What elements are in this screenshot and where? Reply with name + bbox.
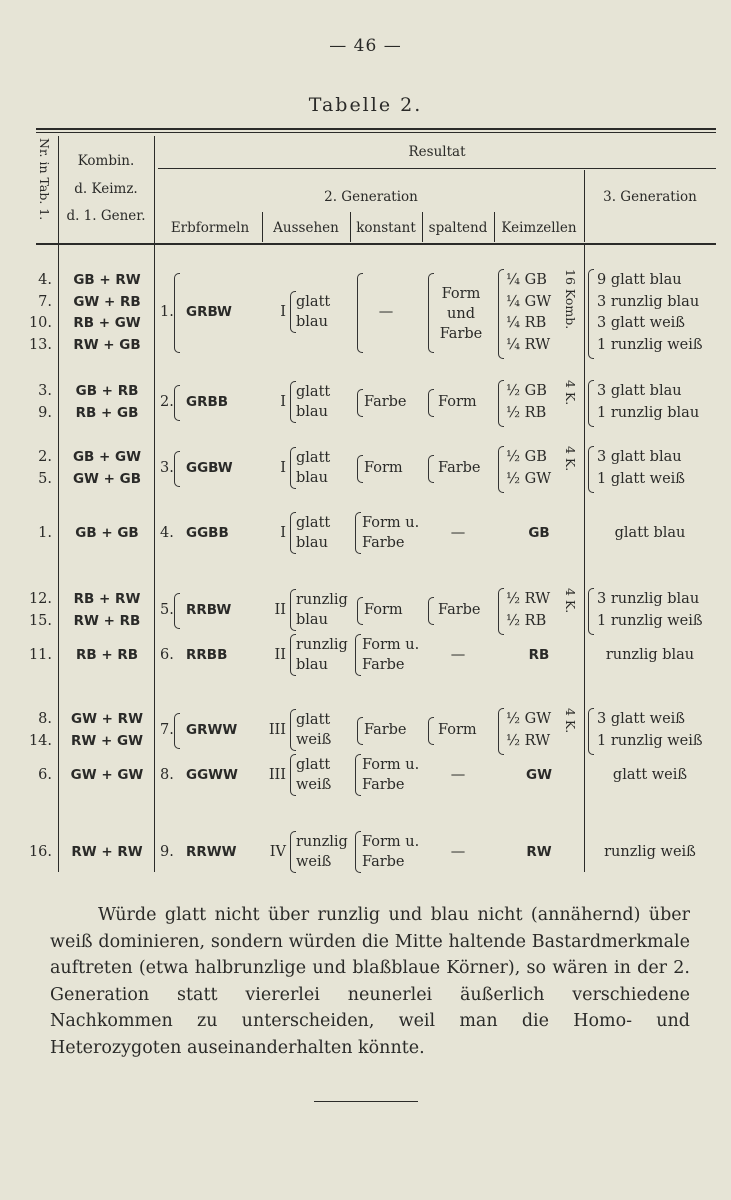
- nr-cell: 7.: [38, 293, 52, 310]
- appearance-line-2: blau: [296, 535, 328, 551]
- constant-line-1: Form u.: [362, 757, 420, 773]
- gamete-cell: ¼ GB: [506, 272, 547, 288]
- splitting-brace: [428, 455, 434, 483]
- gamete-cell: GB: [528, 525, 550, 541]
- nr-cell: 8.: [38, 711, 52, 727]
- constant-brace: [355, 831, 361, 873]
- splitting-cell: —: [450, 767, 466, 783]
- table-top-rule-thin: [36, 132, 716, 133]
- combination-cell: RB + GB: [75, 404, 139, 421]
- table-title: Tabelle 2.: [308, 94, 423, 116]
- appearance-numeral: II: [274, 601, 286, 618]
- gamete-brace: [498, 588, 504, 635]
- appearance-numeral: I: [280, 393, 286, 410]
- gen3-cell: glatt weiß: [612, 767, 688, 783]
- combination-cell: RB + RW: [73, 591, 141, 607]
- bottom-rule: [314, 1101, 418, 1102]
- header-nr: Nr. in Tab. 1.: [37, 138, 52, 221]
- formula-brace: [174, 593, 180, 629]
- gamete-cell: ½ GW: [506, 470, 552, 487]
- nr-cell: 6.: [38, 767, 52, 783]
- formula-cell: RRWW: [186, 844, 237, 860]
- combination-cell: GW + RB: [73, 293, 141, 310]
- appearance-line-1: glatt: [296, 449, 331, 466]
- nr-cell: 13.: [28, 336, 52, 353]
- gen3-cell: 3 runzlig blau: [597, 293, 700, 310]
- formula-number: 6.: [160, 647, 174, 663]
- gamete-brace: [498, 380, 504, 427]
- nr-cell: 1.: [38, 525, 52, 541]
- constant-cell: Form: [364, 459, 403, 476]
- formula-brace: [174, 451, 180, 487]
- appearance-line-2: weiß: [296, 777, 332, 793]
- appearance-numeral: I: [280, 525, 286, 541]
- header-gen2: 2. Generation: [324, 189, 418, 205]
- appearance-line-1: runzlig: [296, 591, 348, 608]
- nr-cell: 15.: [28, 612, 52, 629]
- appearance-line-1: glatt: [296, 757, 331, 773]
- gen3-brace: [588, 269, 594, 359]
- appearance-line-1: glatt: [296, 294, 331, 311]
- constant-cell: Form: [364, 601, 403, 618]
- appearance-line-2: weiß: [296, 731, 332, 748]
- splitting-cell: —: [450, 647, 466, 663]
- appearance-line-2: weiß: [296, 854, 332, 870]
- body-paragraph: [50, 902, 690, 1061]
- appearance-numeral: III: [268, 767, 286, 783]
- formula-number: 7.: [160, 721, 174, 738]
- constant-cell: —: [378, 304, 394, 321]
- formula-number: 3.: [160, 459, 174, 476]
- combination-cell: GB + RW: [73, 272, 141, 288]
- formula-number: 5.: [160, 601, 174, 618]
- gamete-brace: [498, 708, 504, 755]
- constant-brace: [357, 389, 363, 417]
- formula-cell: GRWW: [186, 721, 238, 738]
- gamete-cell: RW: [526, 844, 552, 860]
- appearance-numeral: I: [280, 304, 286, 321]
- combination-cell: RB + GW: [73, 315, 141, 331]
- formula-number: 9.: [160, 844, 174, 860]
- nr-cell: 3.: [38, 383, 52, 399]
- gamete-combination-note: 4 K.: [563, 446, 578, 472]
- combination-cell: GW + GB: [72, 470, 142, 487]
- splitting-cell: Farbe: [438, 601, 481, 618]
- table-top-rule: [36, 128, 716, 130]
- formula-cell: GRBW: [186, 304, 232, 321]
- formula-cell: GGBW: [186, 459, 233, 476]
- appearance-line-2: blau: [296, 403, 328, 420]
- formula-cell: RRBB: [186, 647, 228, 663]
- col-rule-combo: [154, 136, 155, 872]
- gen3-cell: 1 runzlig weiß: [597, 612, 703, 629]
- gen3-brace: [588, 588, 594, 635]
- paragraph-text: Würde glatt nicht über runzlig und blau nicht (annähernd) über weiß dominieren, sondern würden die Mitte haltende Bastardmerkmale auftreten (etwa halbrunzlige und blaßblaue Körner), so wären in der 2. Generation statt viererlei neunerlei äußerlich verschiedene Nachkommen zu unterscheiden, weil man die Homo- und Heterozygoten auseinanderhalten könnte.: [50, 905, 690, 1058]
- header-bottom-rule: [36, 243, 716, 245]
- col-rule-nr: [58, 136, 59, 872]
- nr-cell: 2.: [38, 449, 52, 465]
- constant-brace: [355, 512, 361, 554]
- constant-brace: [355, 634, 361, 676]
- combination-cell: GB + GW: [72, 449, 142, 465]
- nr-cell: 9.: [38, 404, 52, 421]
- gamete-cell: ¼ RW: [506, 336, 551, 353]
- constant-line-1: Form u.: [362, 515, 420, 531]
- gen3-brace: [588, 708, 594, 755]
- gen3-cell: 3 glatt weiß: [597, 315, 685, 331]
- header-kombin: Kombin.: [77, 153, 135, 169]
- appearance-numeral: I: [280, 459, 286, 476]
- nr-cell: 5.: [38, 470, 52, 487]
- nr-cell: 10.: [28, 315, 52, 331]
- combination-cell: GW + GW: [70, 767, 144, 783]
- col-rule-gen3-head: [584, 170, 585, 242]
- combination-cell: GW + RW: [71, 711, 143, 727]
- splitting-brace: [428, 389, 434, 417]
- nr-cell: 16.: [28, 844, 52, 860]
- formula-brace: [174, 273, 180, 353]
- formula-brace: [174, 713, 180, 749]
- gen3-cell: 9 glatt blau: [597, 272, 682, 288]
- gamete-brace: [498, 446, 504, 493]
- splitting-cell: Form: [438, 393, 477, 410]
- nr-cell: 11.: [28, 647, 52, 663]
- header-aussehen: Aussehen: [273, 220, 339, 236]
- gamete-cell: ½ GB: [506, 449, 547, 465]
- gen3-cell: glatt blau: [614, 525, 686, 541]
- gamete-cell: ½ RW: [506, 591, 551, 607]
- splitting-cell: Farbe: [438, 459, 481, 476]
- combination-cell: RW + RB: [73, 612, 141, 629]
- gamete-cell: ½ RB: [506, 612, 547, 629]
- nr-cell: 4.: [38, 272, 52, 288]
- combination-cell: RB + RB: [75, 647, 139, 663]
- header-keimzellen: Keimzellen: [501, 220, 577, 236]
- gen3-cell: 1 runzlig blau: [597, 404, 700, 421]
- constant-line-2: Farbe: [362, 535, 405, 551]
- gen3-cell: 1 glatt weiß: [597, 470, 685, 487]
- gamete-brace: [498, 269, 504, 359]
- appearance-line-2: blau: [296, 314, 328, 331]
- formula-cell: GGWW: [186, 767, 238, 783]
- combination-cell: RW + GB: [73, 336, 141, 353]
- constant-line-2: Farbe: [362, 777, 405, 793]
- appearance-line-1: runzlig: [296, 834, 348, 850]
- gen3-cell: 3 glatt blau: [597, 383, 682, 399]
- gamete-cell: ½ GW: [506, 711, 552, 727]
- splitting-cell: —: [450, 525, 466, 541]
- appearance-line-1: glatt: [296, 515, 331, 531]
- gamete-combination-note: 4 K.: [563, 380, 578, 406]
- gamete-combination-note: 4 K.: [563, 588, 578, 614]
- nr-cell: 12.: [28, 591, 52, 607]
- gamete-cell: RB: [528, 647, 550, 663]
- splitting-brace: [428, 717, 434, 745]
- gamete-cell: ¼ GW: [506, 293, 552, 310]
- gen3-cell: runzlig blau: [605, 647, 695, 663]
- appearance-line-1: runzlig: [296, 637, 348, 653]
- appearance-numeral: II: [274, 647, 286, 663]
- formula-number: 2.: [160, 393, 174, 410]
- appearance-line-2: blau: [296, 469, 328, 486]
- appearance-line-2: blau: [296, 657, 328, 673]
- combination-cell: GB + GB: [75, 525, 139, 541]
- formula-cell: RRBW: [186, 601, 232, 618]
- appearance-line-2: blau: [296, 611, 328, 628]
- gamete-cell: ½ GB: [506, 383, 547, 399]
- splitting-cell: Form: [438, 721, 477, 738]
- constant-brace: [357, 455, 363, 483]
- splitting-line: Form: [441, 286, 481, 303]
- formula-cell: GRBB: [186, 393, 229, 410]
- gamete-cell: GW: [526, 767, 552, 783]
- header-gen3: 3. Generation: [603, 189, 697, 205]
- appearance-numeral: IV: [269, 844, 286, 860]
- formula-number: 8.: [160, 767, 174, 783]
- appearance-numeral: III: [268, 721, 286, 738]
- constant-line-1: Form u.: [362, 834, 420, 850]
- header-keimz: d. Keimz.: [74, 181, 138, 197]
- constant-brace: [357, 597, 363, 625]
- gen3-brace: [588, 446, 594, 493]
- constant-cell: Farbe: [364, 721, 407, 738]
- formula-brace: [174, 385, 180, 421]
- header-spaltend: spaltend: [428, 220, 488, 236]
- header-gener: d. 1. Gener.: [66, 208, 146, 224]
- gamete-cell: ½ RB: [506, 404, 547, 421]
- gen3-cell: 3 glatt weiß: [597, 711, 685, 727]
- gamete-cell: ½ RW: [506, 732, 551, 749]
- constant-cell: Farbe: [364, 393, 407, 410]
- splitting-line: und: [447, 306, 475, 323]
- constant-line-2: Farbe: [362, 854, 405, 870]
- header-resultat: Resultat: [408, 144, 466, 160]
- gen3-cell: runzlig weiß: [604, 844, 696, 860]
- constant-brace: [357, 717, 363, 745]
- gen3-brace: [588, 380, 594, 427]
- combination-cell: GB + RB: [75, 383, 139, 399]
- appearance-line-1: glatt: [296, 383, 331, 400]
- gamete-combination-note: 4 K.: [563, 708, 578, 734]
- page-number: — 46 —: [329, 36, 402, 56]
- gen3-cell: 3 runzlig blau: [597, 591, 700, 607]
- formula-cell: GGBB: [186, 525, 229, 541]
- resultat-rule: [158, 168, 716, 169]
- gamete-cell: ¼ RB: [506, 315, 547, 331]
- splitting-cell: —: [450, 844, 466, 860]
- formula-number: 4.: [160, 525, 174, 541]
- header-konstant: konstant: [356, 220, 416, 236]
- gen3-cell: 1 runzlig weiß: [597, 732, 703, 749]
- gamete-combination-note: 16 Komb.: [563, 269, 578, 330]
- combination-cell: RW + RW: [71, 844, 143, 860]
- nr-cell: 14.: [28, 732, 52, 749]
- appearance-line-1: glatt: [296, 711, 331, 728]
- splitting-brace: [428, 597, 434, 625]
- gen3-cell: 3 glatt blau: [597, 449, 682, 465]
- header-erbformeln: Erbformeln: [170, 220, 250, 236]
- constant-line-1: Form u.: [362, 637, 420, 653]
- constant-line-2: Farbe: [362, 657, 405, 673]
- combination-cell: RW + GW: [71, 732, 143, 749]
- splitting-line: Farbe: [439, 326, 483, 343]
- constant-brace: [355, 754, 361, 796]
- formula-number: 1.: [160, 304, 174, 321]
- gen3-cell: 1 runzlig weiß: [597, 336, 703, 353]
